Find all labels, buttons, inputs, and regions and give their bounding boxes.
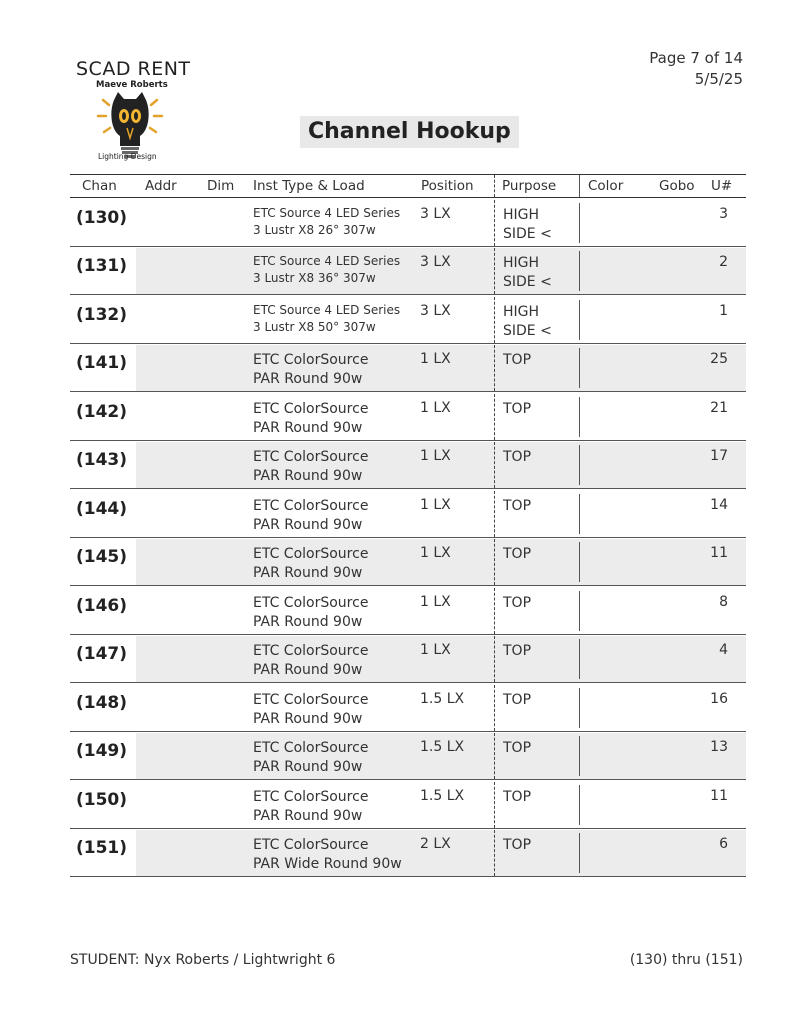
row-solid-divider [579,494,580,534]
row-unit-number: 14 [710,496,728,513]
row-purpose-line2: SIDE < [503,274,552,290]
row-purpose-line1: TOP [503,837,532,853]
row-unit-number: 21 [710,399,728,416]
row-purpose-line1: TOP [503,594,532,611]
row-purpose-line1: TOP [503,691,532,708]
row-solid-divider [579,445,580,485]
row-inst-type [253,642,368,680]
row-unit-number: 1 [719,302,728,319]
row-inst-line2: PAR Round 90w [253,565,363,581]
row-inst-line1: ETC ColorSource [253,497,369,514]
row-inst-type [253,594,368,632]
page-info [649,48,743,90]
row-purpose [503,351,531,370]
row-position: 1 LX [420,642,451,658]
row-purpose [503,206,552,244]
row-channel: (143) [76,450,128,470]
col-dim: Dim [207,178,235,194]
row-purpose [503,836,531,855]
row-solid-divider [579,542,580,582]
footer-range: (130) thru (151) [629,952,743,968]
row-inst-line2: PAR Wide Round 90w [253,856,402,872]
row-dash-divider [494,588,495,634]
row-purpose-line1: TOP [503,788,532,805]
row-solid-divider [579,397,580,437]
table-row [70,733,746,780]
col-addr: Addr [145,178,177,194]
row-inst-type [253,788,368,826]
row-position: 1.5 LX [420,787,465,804]
row-unit-number: 11 [710,787,728,804]
row-inst-line2: PAR Round 90w [253,613,363,630]
channel-hookup-table [70,174,746,877]
row-channel: (131) [76,256,128,276]
row-purpose [503,545,531,564]
row-dash-divider [494,733,495,779]
row-channel: (144) [76,498,128,519]
row-purpose-line1: TOP [503,497,532,514]
row-position: 1 LX [420,399,451,416]
row-inst-line1: ETC ColorSource [253,400,369,417]
lightbulb-cat-logo-icon [94,92,166,158]
col-purpose: Purpose [502,178,557,194]
header-dash-divider [494,175,495,197]
table-row [70,442,746,489]
row-dash-divider [494,297,495,343]
row-purpose-line2: SIDE < [503,322,552,339]
col-color: Color [588,178,624,194]
row-dash-divider [494,345,495,391]
row-inst-line2: PAR Round 90w [253,516,363,533]
row-channel: (130) [76,207,128,228]
table-row [70,200,746,247]
row-purpose [503,788,531,807]
row-inst-type [253,302,400,336]
table-row [70,588,746,635]
table-row [70,345,746,392]
row-inst-line2: PAR Round 90w [253,710,363,727]
row-inst-line1: ETC ColorSource [253,691,369,708]
row-dash-divider [494,442,495,488]
row-purpose [503,497,531,516]
row-unit-number: 8 [719,593,728,610]
table-row [70,394,746,441]
row-solid-divider [579,785,580,825]
row-channel: (150) [76,789,128,810]
row-dash-divider [494,248,495,294]
col-chan: Chan [82,178,117,194]
row-solid-divider [579,833,580,873]
table-row [70,830,746,877]
row-unit-number: 3 [719,205,728,222]
row-dash-divider [494,394,495,440]
row-inst-line1: ETC Source 4 LED Series [253,254,401,268]
brand-name: SCAD RENT [76,58,191,80]
row-inst-type [253,739,368,777]
row-inst-line1: ETC ColorSource [253,352,369,368]
page-number: Page 7 of 14 [649,49,743,67]
row-position: 1 LX [420,448,451,464]
row-purpose [503,594,531,613]
row-solid-divider [579,688,580,728]
row-inst-line2: PAR Round 90w [253,468,363,484]
row-dash-divider [494,491,495,537]
row-solid-divider [579,348,580,388]
row-position: 1 LX [420,593,451,610]
row-inst-line1: ETC Source 4 LED Series [253,205,401,220]
lighting-design-label: Lighting Design [98,152,157,161]
row-solid-divider [579,251,580,291]
row-unit-number: 6 [719,836,728,852]
row-inst-type [253,497,368,535]
row-inst-line2: PAR Round 90w [253,759,363,775]
page-title: Channel Hookup [300,116,519,148]
row-purpose [503,400,531,419]
row-inst-line2: PAR Round 90w [253,371,363,387]
row-channel: (145) [76,547,128,567]
row-dash-divider [494,539,495,585]
row-purpose-line1: TOP [503,643,532,659]
row-dash-divider [494,636,495,682]
row-inst-type [253,448,368,486]
row-solid-divider [579,639,580,679]
row-position: 3 LX [420,254,451,270]
table-row [70,539,746,586]
row-dash-divider [494,830,495,876]
row-channel: (149) [76,741,128,761]
row-position: 1.5 LX [420,690,465,707]
row-unit-number: 25 [710,351,728,367]
row-solid-divider [579,300,580,340]
row-inst-line2: PAR Round 90w [253,807,363,824]
row-dash-divider [494,782,495,828]
row-channel: (147) [76,644,128,664]
row-purpose-line1: TOP [503,449,532,465]
row-solid-divider [579,591,580,631]
row-dash-divider [494,200,495,246]
row-position: 1.5 LX [420,739,465,755]
row-inst-line1: ETC Source 4 LED Series [253,302,401,317]
row-position: 1 LX [420,351,451,367]
col-gobo: Gobo [659,178,695,194]
row-inst-line1: ETC ColorSource [253,546,369,562]
row-position: 3 LX [420,302,451,319]
row-inst-line2: PAR Round 90w [253,662,363,678]
row-inst-line1: ETC ColorSource [253,788,369,805]
row-purpose-line1: TOP [503,740,532,756]
row-position: 1 LX [420,496,451,513]
row-inst-line2: PAR Round 90w [253,419,363,436]
row-purpose-line1: TOP [503,400,532,417]
row-inst-type [253,836,402,874]
row-purpose-line1: HIGH [503,206,540,223]
table-row [70,491,746,538]
row-inst-line1: ETC ColorSource [253,837,369,853]
row-inst-type [253,691,368,729]
table-row [70,685,746,732]
row-purpose [503,642,531,661]
row-inst-type [253,545,368,583]
row-channel: (142) [76,401,128,422]
row-position: 1 LX [420,545,451,561]
row-purpose [503,448,531,467]
print-date: 5/5/25 [694,70,743,88]
row-inst-line2: 3 Lustr X8 26° 307w [253,222,376,237]
row-purpose [503,303,552,341]
row-inst-type [253,205,400,239]
row-purpose [503,739,531,758]
row-inst-line2: 3 Lustr X8 36° 307w [253,271,376,285]
footer-student: STUDENT: Nyx Roberts / Lightwright 6 [70,952,336,968]
header-solid-divider [579,175,580,197]
row-unit-number: 4 [719,642,728,658]
row-position: 2 LX [420,836,451,852]
row-channel: (146) [76,595,128,616]
row-solid-divider [579,736,580,776]
row-unit-number: 13 [710,739,728,755]
col-inst-type: Inst Type & Load [253,178,365,194]
row-channel: (148) [76,692,128,713]
row-channel: (151) [76,838,128,858]
row-inst-line1: ETC ColorSource [253,643,369,659]
row-inst-type [253,400,368,438]
row-channel: (132) [76,304,128,325]
row-purpose-line1: TOP [503,546,532,562]
row-inst-type [253,351,368,389]
row-purpose [503,691,531,710]
row-purpose-line2: SIDE < [503,225,552,242]
row-unit-number: 17 [710,448,728,464]
row-inst-line1: ETC ColorSource [253,740,369,756]
row-inst-line1: ETC ColorSource [253,594,369,611]
row-inst-type [253,253,400,287]
col-unit: U# [711,178,733,194]
designer-name: Maeve Roberts [96,80,168,90]
table-row [70,782,746,829]
row-inst-line1: ETC ColorSource [253,449,369,465]
table-row [70,248,746,295]
row-channel: (141) [76,353,128,373]
row-unit-number: 2 [719,254,728,270]
col-position: Position [421,178,474,194]
row-solid-divider [579,203,580,243]
row-purpose-line1: TOP [503,352,532,368]
row-inst-line2: 3 Lustr X8 50° 307w [253,319,376,334]
row-unit-number: 11 [710,545,728,561]
table-body [70,200,746,878]
table-row [70,636,746,683]
row-purpose-line1: HIGH [503,255,540,271]
row-purpose-line1: HIGH [503,303,540,320]
table-row [70,297,746,344]
row-position: 3 LX [420,205,451,222]
row-dash-divider [494,685,495,731]
table-header [70,174,746,198]
row-unit-number: 16 [710,690,728,707]
row-purpose [503,254,552,292]
